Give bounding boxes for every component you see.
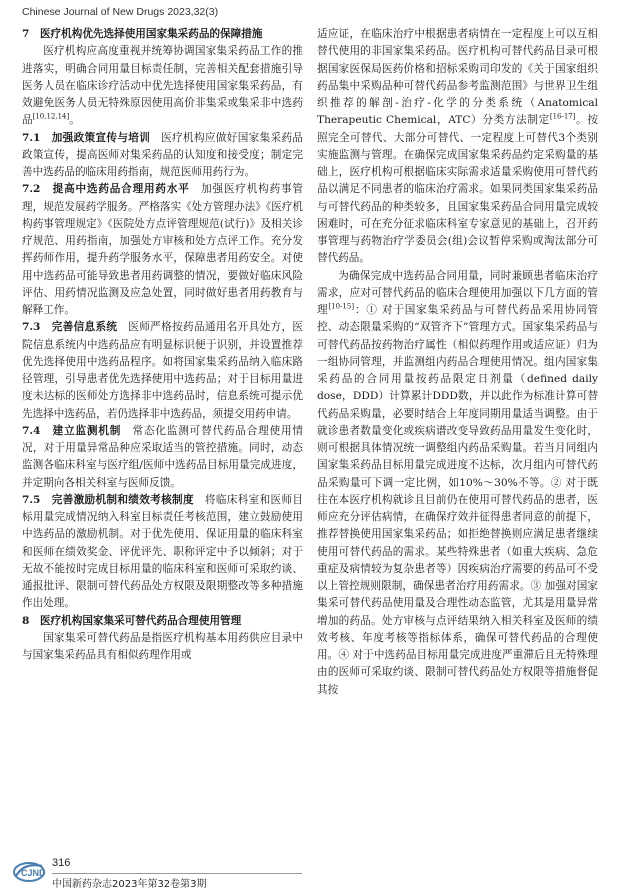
citation: [10,12,14] [32,112,70,121]
section-7-1 [22,130,303,182]
right-paragraph-1-text: 适应证，在临床治疗中根据患者病情在一定程度上可以互相替代使用的非国家集采药品。医疗机构可替代药品目录可根据国家医保局医药价格和招标采购司印发的《关于国家组织药品集中采购品种可替代药品参考监测范围》与世界卫生组织推荐的解剖-治疗-化学的分类系统（Anatomical Therapeutic Chemical，ATC）分类方法制定 [317,28,598,127]
section-7-5 [22,492,303,613]
section-7-3-heading: 7.3 完善信息系统 [22,321,118,334]
left-column [22,26,303,858]
section-7-2-heading: 7.2 提高中选药品合理用药水平 [22,183,190,196]
footer-divider [52,873,302,874]
section-7-heading: 7 医疗机构优先选择使用国家集采药品的保障措施 [22,28,263,40]
right-column [317,26,598,858]
section-7-4-body: 常态化监测可替代药品合理使用情况，对于用量异常品种应采取适当的管控措施。同时，动态监测各临床科室与医疗组/医师中选药品目标用量完成进度，并定期向各相关科室与医师反馈。 [22,424,303,489]
section-7-text: 医疗机构应高度重视并统筹协调国家集采药品工作的推进落实，明确合同用量目标责任制，完善相关配套措施引导医务人员在临床诊疗活动中优先选择使用国家集采药品，有效避免医务人员无特殊原因使用高价非集采或集采非中选药品 [22,45,303,127]
right-paragraph-2-cont: ：① 对于国家集采药品与可替代药品采用协同管控、动态限量采购的“双管齐下”管理方式。国家集采药品与可替代药品按药物治疗属性（相似药理作用或适应证）归为一组协同管理，并监测组内药品合理使用情况。组内国家集采药品的合同用量按药品限定日剂量（defined daily dose，DDD）计算累计DDD数，并以此作为标准计算可替代药品采购量，必要时结合上年度同期用量适当调整。由于就诊患者数量变化或疾病谱改变导致药品用量发生变化时，则可根据具体情况统一调整组内药品采购量。若当月同组内国家集采药品目标用量完成进度不达标，次月组内可替代药品采购量可下调一定比例，如10%～30%不等。② 对于既往在本医疗机构就诊且目前仍在使用可替代药品的患者，医师应充分评估病情，在确保疗效并征得患者同意的前提下，推荐替换使用国家集采药品；如拒绝替换则应满足患者继续使用可替代药品的需求。某些特殊患者（如重大疾病、急危重症及病情较为复杂患者等）因疾病治疗需要的药品可不受以上管控规则限制，确保患者治疗用药需求。③ 加强对国家集采可替代药品使用量及合理性动态监管，尤其是用量异常增加的药品。处方审核与点评结果纳入相关科室及医师的绩效考核、年度考核等指标体系，确保可替代药品的合理使用。④ 对于中选药品目标用量完成进度严重滞后且无特殊理由的医师可采取约谈、限制可替代药品处方权限等措施督促其按 [317,304,598,696]
section-8-body: 国家集采可替代药品是指医疗机构基本用药供应目录中与国家集采药品具有相似药理作用或 [22,631,303,661]
right-paragraph-1-cont: 。按照完全可替代、大部分可替代、一定程度上可替代3个类别实施监测与管理。在确保完成国家集采药品约定采购量的基础上，医疗机构可根据临床实际需求适量采购使用可替代药品以满足不同患者的临床治疗需求。如果同类国家集采药品与可替代药品的种类较多，且国家集采药品合同用量完成较困难时，可在充分征求临床科室专家意见的基础上，召开药事管理与药物治疗学委员会(组)会议暂停采购或淘汰部分可替代药品。 [317,114,598,265]
logo-text: CJND [21,868,46,878]
page-number: 316 [52,857,71,869]
journal-footer-name: 中国新药杂志2023年第32卷第3期 [52,879,207,890]
section-8-heading: 8 医疗机构国家集采可替代药品合理使用管理 [22,614,242,627]
citation: [10-15] [328,302,355,311]
section-7-2-body: 加强医疗机构药事管理，规范发展药学服务。严格落实《处方管理办法》《医疗机构药事管理规定》《医院处方点评管理规范(试行)》及相关诊疗规范、用药指南，加强处方审核和处方点评工作。充分发挥药师作用，提升药学服务水平，保障患者用药安全。对使用中选药品可能导致患者用药调整的情况，要做好临床风险评估、用药情况监测及应急处置，同时做好患者用药教育与解释工作。 [22,183,303,316]
citation: [16-17] [549,112,576,121]
right-paragraph-2 [317,268,598,699]
section-7-3-body: 医师严格按药品通用名开具处方，医院信息系统内中选药品应有明显标识便于识别，并设置推荐优先选择使用中选药品程序。如将国家集采药品纳入临床路径管理，引导患者优先选择使用中选药品；对于目标用量进度未达标的医师处方选择非中选药品时，信息系统可提示优先选择中选药品，若仍选择非中选药品，须提交用药申请。 [22,321,303,420]
section-7-5-heading: 7.5 完善激励机制和绩效考核制度 [22,493,194,506]
section-7-2 [22,181,303,319]
section-7-3 [22,319,303,423]
running-head: Chinese Journal of New Drugs 2023,32(3) [22,6,219,18]
section-7-5-body: 将临床科室和医师目标用量完成情况纳入科室目标责任考核范围，建立鼓励使用中选药品的激励机制。对于优先使用、保证用量的临床科室和医师在绩效奖金、评优评先、职称评定中予以倾斜；对于无故不能按时完成目标用量的临床科室和医师可采取约谈、通报批评、限制可替代药品处方权限及限期整改等多种措施作出处理。 [22,493,303,610]
section-7-1-body: 医疗机构应做好国家集采药品政策宣传，提高医师对集采药品的认知度和接受度；制定完善中选药品的临床用药指南，规范医师用药行为。 [22,131,303,178]
journal-logo-icon [12,858,46,884]
page-footer [12,856,312,890]
section-7-4-heading: 7.4 建立监测机制 [22,424,122,437]
section-7-1-heading: 7.1 加强政策宣传与培训 [22,131,151,144]
section-7-body [22,43,303,129]
section-7-4 [22,423,303,492]
right-paragraph-1 [317,26,598,268]
section-7-end: 。 [69,114,80,127]
right-paragraph-2-text: 为确保完成中选药品合同用量，同时兼顾患者临床治疗需求，应对可替代药品的临床合理使用加强以下几方面的管理 [317,269,598,316]
